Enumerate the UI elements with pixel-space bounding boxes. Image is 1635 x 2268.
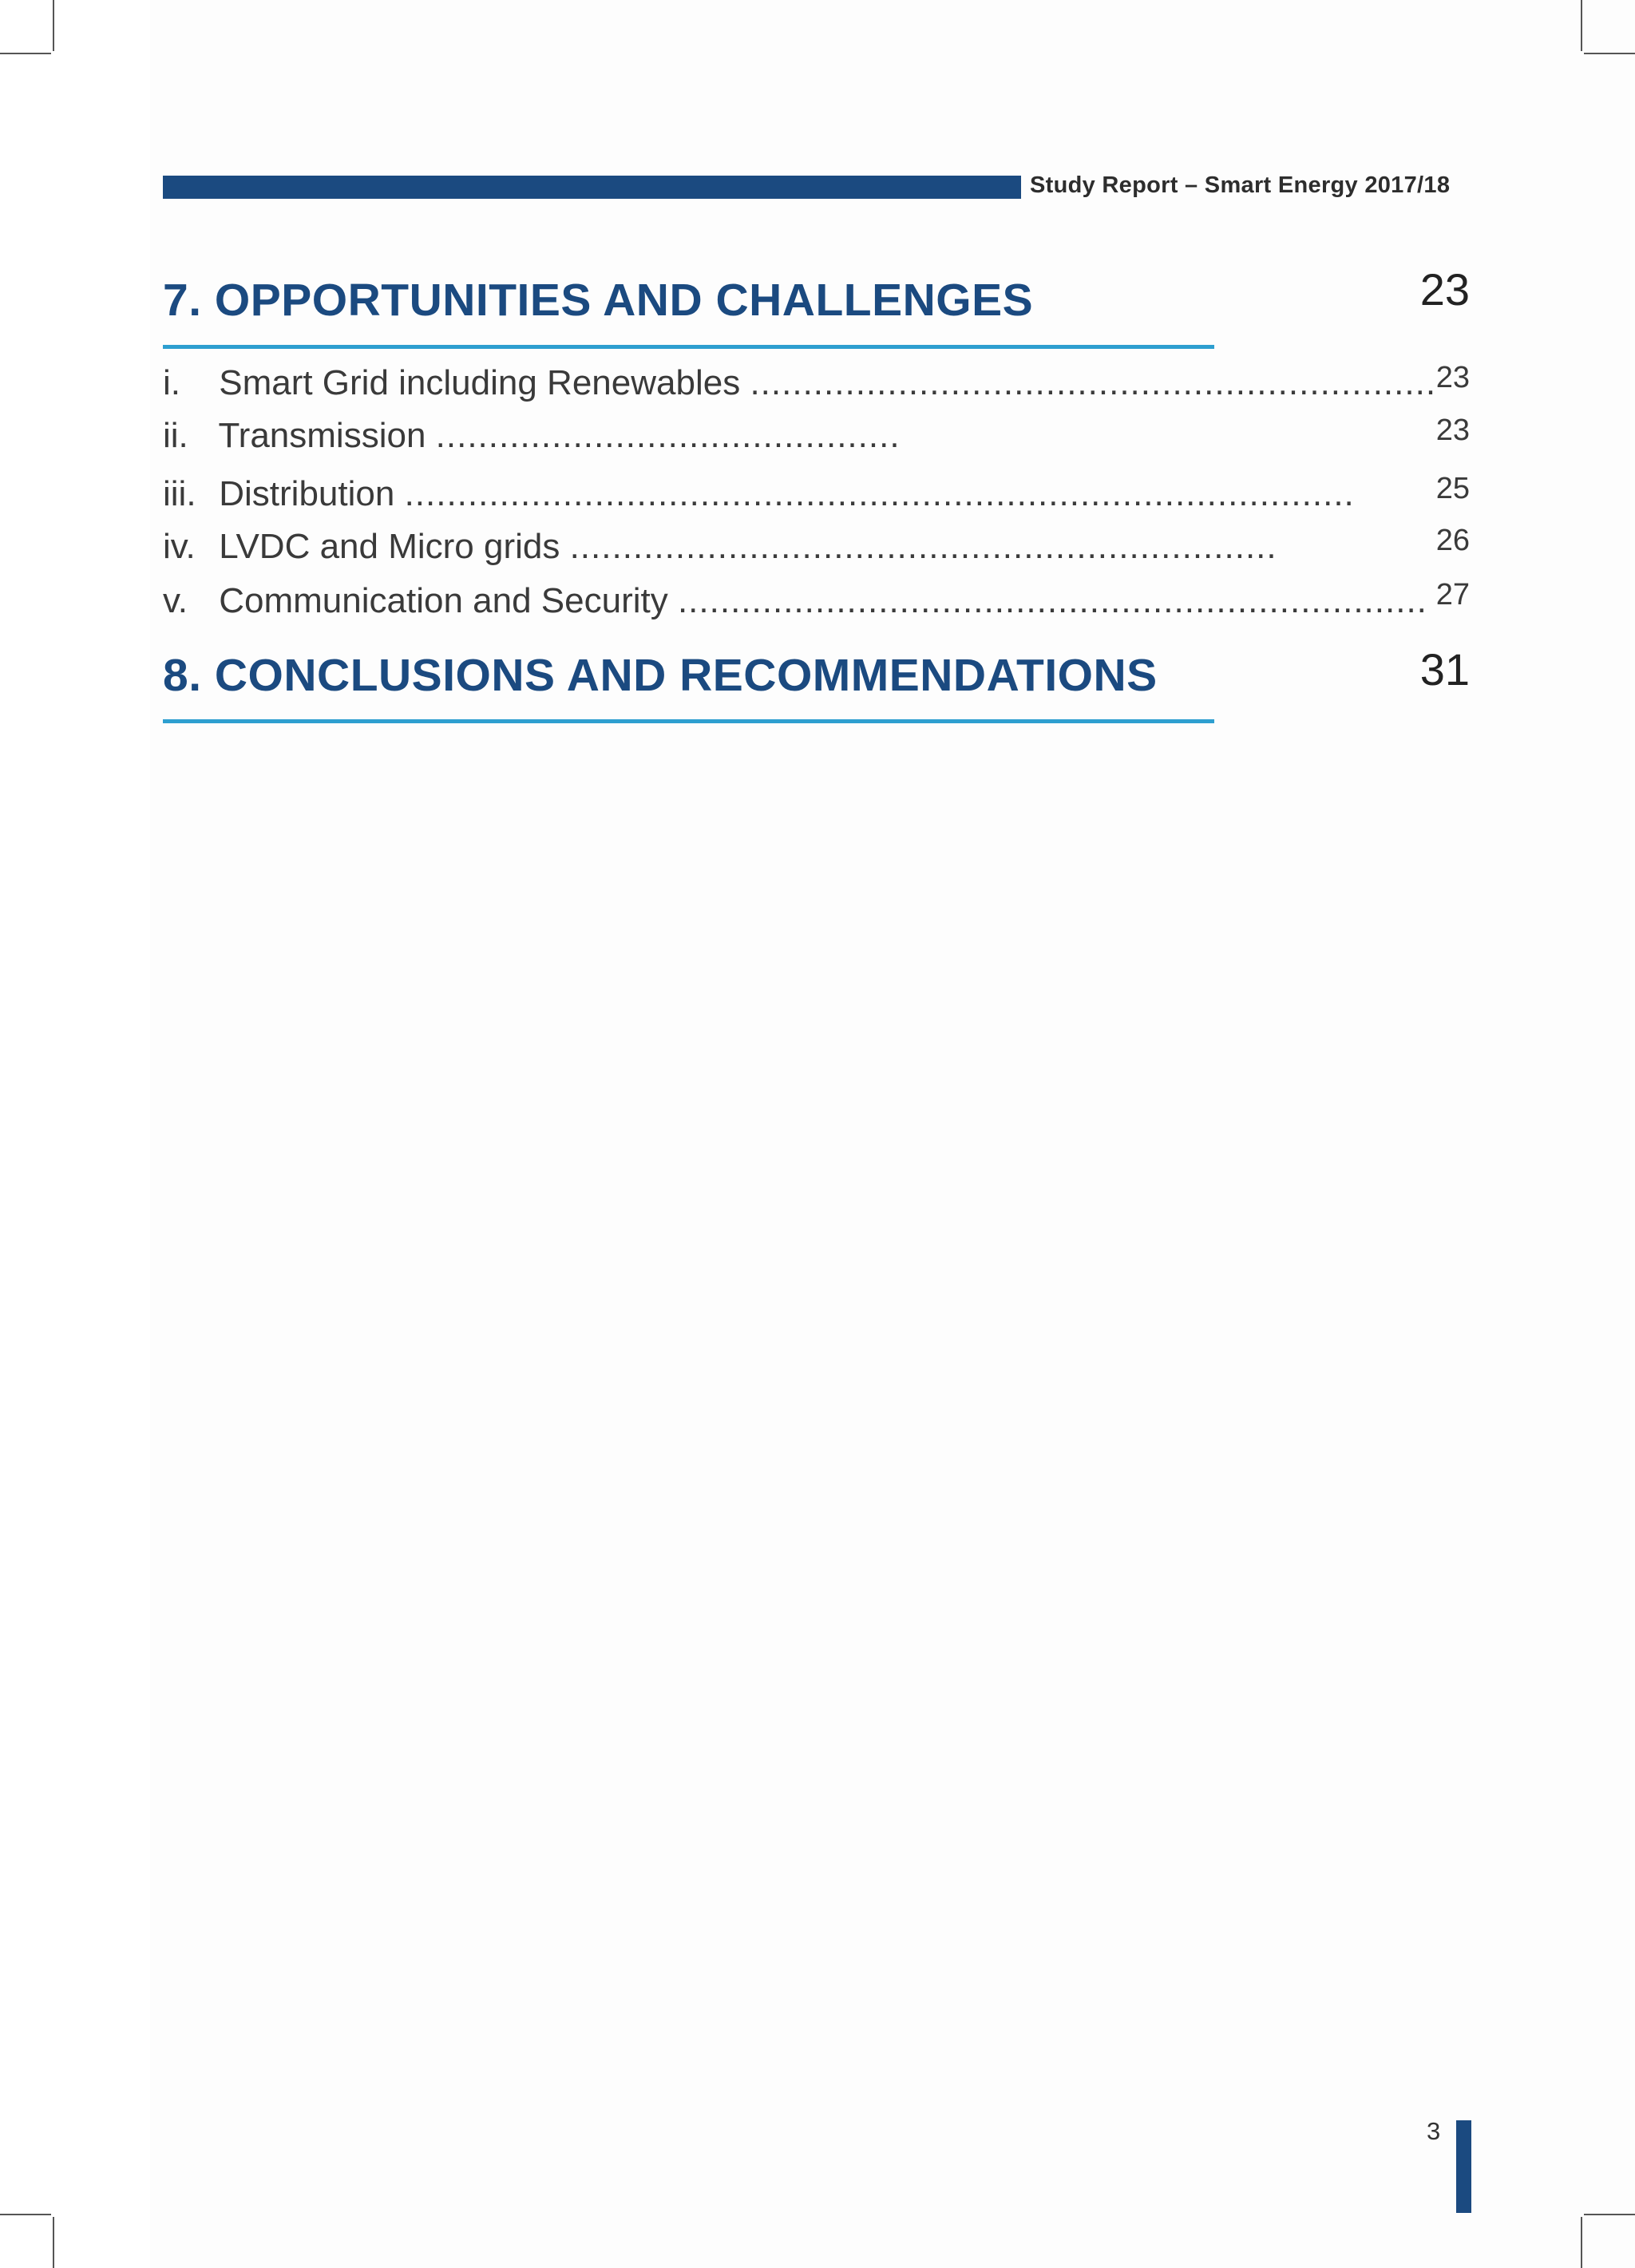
section-title: 7. OPPORTUNITIES AND CHALLENGES <box>163 275 1034 326</box>
entry-label: Smart Grid including Renewables <box>219 363 741 402</box>
dot-leader: ................................................................... <box>569 527 1277 566</box>
crop-mark-bottom-left-horizontal <box>0 2214 51 2215</box>
section-underline <box>163 345 1214 349</box>
section-title: 8. CONCLUSIONS AND RECOMMENDATIONS <box>163 650 1158 701</box>
crop-mark-top-right-horizontal <box>1584 53 1635 54</box>
crop-mark-bottom-right-vertical <box>1581 2217 1582 2268</box>
footer-accent-bar <box>1456 2120 1471 2213</box>
crop-mark-top-right-vertical <box>1581 0 1582 51</box>
section-underline <box>163 719 1214 723</box>
toc-entry[interactable] <box>163 416 901 456</box>
entry-page-number: 26 <box>1435 524 1470 557</box>
crop-mark-bottom-right-horizontal <box>1584 2214 1635 2215</box>
dot-leader: .......................................................................................... <box>404 474 1355 513</box>
page-background <box>150 0 1635 2268</box>
entry-numeral: ii. <box>163 416 188 455</box>
entry-page-number: 23 <box>1435 414 1470 447</box>
entry-page-number: 25 <box>1435 472 1470 505</box>
entry-label: Communication and Security <box>219 581 668 620</box>
section-page-number: 31 <box>1419 644 1470 695</box>
dot-leader: ....................................................................... <box>677 581 1427 620</box>
page-number: 3 <box>1427 2117 1441 2145</box>
entry-label: Distribution <box>219 474 395 513</box>
crop-mark-top-left-vertical <box>53 0 54 51</box>
dot-leader: ................................................................. <box>750 363 1437 402</box>
entry-numeral: i. <box>163 363 180 402</box>
toc-entry[interactable] <box>163 474 1370 514</box>
entry-page-number: 27 <box>1435 578 1470 612</box>
entry-label: LVDC and Micro grids <box>219 527 560 566</box>
toc-entry[interactable] <box>163 527 1277 567</box>
entry-page-number: 23 <box>1435 361 1470 394</box>
section-page-number: 23 <box>1419 264 1470 315</box>
crop-mark-top-left-horizontal <box>0 53 51 54</box>
toc-entry[interactable] <box>163 581 1427 621</box>
header-accent-bar <box>163 176 1021 199</box>
toc-entry[interactable] <box>163 363 1437 403</box>
entry-numeral: iii. <box>163 474 196 513</box>
entry-numeral: iv. <box>163 527 196 566</box>
entry-label: Transmission <box>218 416 426 455</box>
report-header-title: Study Report – Smart Energy 2017/18 <box>1030 172 1451 198</box>
dot-leader: ............................................ <box>435 416 901 455</box>
entry-numeral: v. <box>163 581 188 620</box>
crop-mark-bottom-left-vertical <box>53 2217 54 2268</box>
